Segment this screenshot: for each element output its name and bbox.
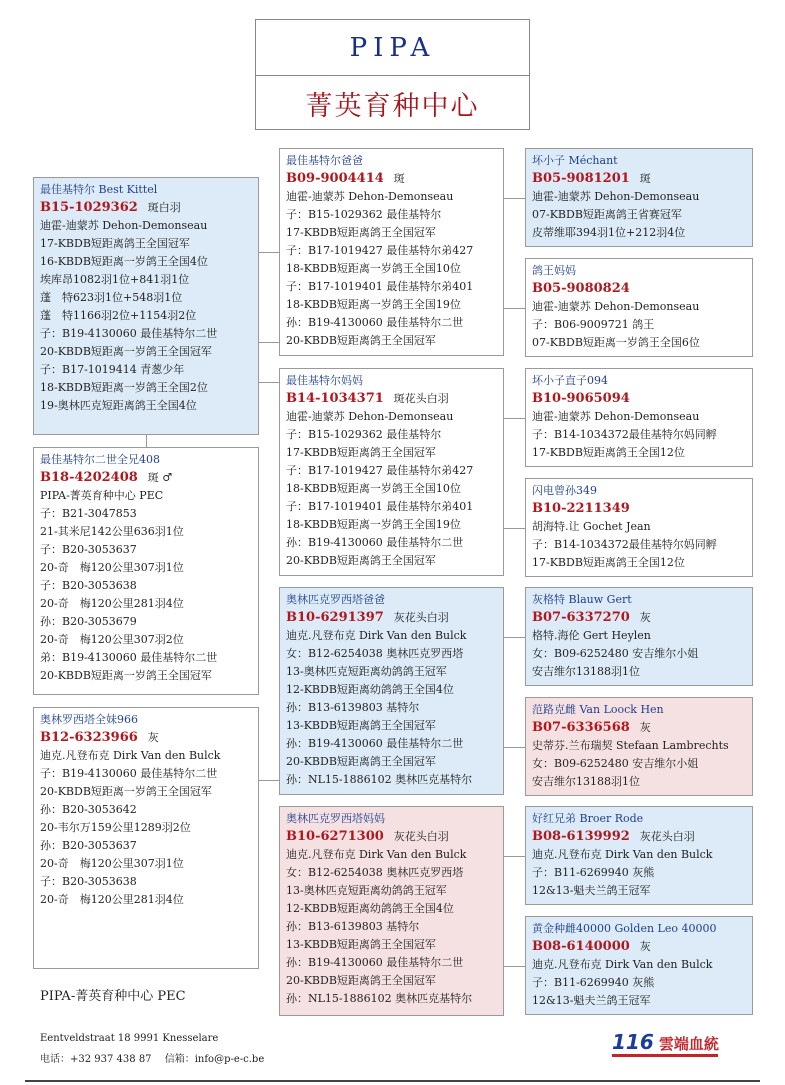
connector-line: [504, 637, 525, 638]
ring-row: [286, 170, 497, 188]
info-line: 13-奥林匹克短距离幼鸽鸽王冠军: [286, 884, 447, 897]
ring-row: [286, 828, 497, 846]
info-line: 弟：B19-4130060 最佳基特尔二世: [40, 651, 218, 664]
pedigree-box-sister-sire: [279, 587, 504, 795]
pigeon-name: 好红兄弟 Broer Rode: [532, 812, 644, 825]
ring-row: [532, 828, 746, 846]
ring-number: B09-9004414: [286, 171, 384, 186]
info-line: 20-KBDB短距离鸽王全国冠军: [286, 554, 436, 567]
title-block: [255, 19, 530, 130]
info-line: 13-KBDB短距离鸽王全国冠军: [286, 719, 436, 732]
info-line: 迪霍-迪蒙苏 Dehon-Demonseau: [532, 410, 700, 423]
connector-line: [504, 856, 525, 857]
info-line: 20-韦尔万159公里1289羽2位: [40, 821, 191, 834]
ring-row: [532, 500, 746, 518]
brand-logo: [612, 1030, 722, 1060]
pigeon-name: 黄金种雌40000 Golden Leo 40000: [532, 922, 717, 935]
info-line: 17-KBDB短距离鸽王全国12位: [532, 556, 685, 569]
ring-row: [532, 280, 746, 298]
title-chinese: 菁英育种中心: [305, 91, 480, 122]
info-line: 安吉维尔13188羽1位: [532, 665, 640, 678]
ring-number: B10-9065094: [532, 391, 630, 406]
info-line: 迪克.凡登布克 Dirk Van den Bulck: [286, 848, 467, 861]
info-line: 子：B20-3053638: [40, 875, 137, 888]
logo-text: 雲端血統: [658, 1035, 719, 1053]
pedigree-box-granddam-3: [525, 697, 753, 796]
pedigree-box-subject: [33, 177, 259, 435]
pedigree-box-granddam-1: [525, 258, 753, 357]
pedigree-box-sibling-brother: [33, 447, 259, 695]
connector-line: [504, 308, 525, 309]
info-line: 子：B19-4130060 最佳基特尔二世: [40, 767, 218, 780]
pigeon-name: 最佳基特尔二世全兄408: [40, 453, 160, 466]
info-line: 12-KBDB短距离幼鸽鸽王全国4位: [286, 902, 454, 915]
info-line: 20-KBDB短距离一岁鸽王全国冠军: [40, 345, 212, 358]
info-line: 20-KBDB短距离鸽王全国冠军: [286, 334, 436, 347]
info-line: 子：B20-3053638: [40, 579, 137, 592]
info-line: 子：B17-1019401 最佳基特尔弟401: [286, 500, 474, 513]
info-line: 子：B17-1019401 最佳基特尔弟401: [286, 280, 474, 293]
info-line: 格特.海伦 Gert Heylen: [532, 629, 651, 642]
info-line: 皮蒂维耶394羽1位+212羽4位: [532, 226, 686, 239]
info-line: 孙：NL15-1886102 奥林匹克基特尔: [286, 773, 473, 786]
ring-row: [532, 938, 746, 956]
color-label: 灰: [639, 940, 651, 953]
info-line: 18-KBDB短距离一岁鸽王全国19位: [286, 518, 461, 531]
connector-line: [504, 418, 525, 419]
info-line: 子：B06-9009721 鸽王: [532, 318, 655, 331]
footer-breeder-name: PIPA-菁英育种中心 PEC: [40, 989, 186, 1004]
info-line: 19-奥林匹克短距离鸽王全国4位: [40, 399, 197, 412]
info-line: 子：B20-3053637: [40, 543, 137, 556]
info-line: 子：B11-6269940 灰熊: [532, 976, 655, 989]
pedigree-box-sister-dam: [279, 806, 504, 1016]
bottom-divider: [25, 1080, 760, 1082]
ring-number: B10-6271300: [286, 829, 384, 844]
info-line: 20-KBDB短距离一岁鸽王全国冠军: [40, 669, 212, 682]
connector-line: [259, 780, 279, 781]
info-line: 史蒂芬.兰布瑞契 Stefaan Lambrechts: [532, 739, 729, 752]
info-line: 07-KBDB短距离一岁鸽王全国6位: [532, 336, 700, 349]
info-line: 18-KBDB短距离一岁鸽王全国19位: [286, 298, 461, 311]
ring-number: B12-6323966: [40, 730, 138, 745]
color-label: 斑: [639, 172, 651, 185]
color-label: 灰: [639, 611, 651, 624]
info-line: 20-奇 梅120公里307羽1位: [40, 561, 184, 574]
info-line: 子：B17-1019427 最佳基特尔弟427: [286, 244, 474, 257]
pedigree-box-grandsire-2: [525, 368, 753, 467]
info-line: 18-KBDB短距离一岁鸽王全国10位: [286, 482, 461, 495]
title-english: PIPA: [256, 20, 529, 76]
pigeon-name: 奥林匹克罗西塔妈妈: [286, 812, 385, 825]
color-label: 斑白羽: [147, 201, 181, 214]
ring-number: B08-6140000: [532, 939, 630, 954]
logo-number: 116: [612, 1030, 654, 1054]
info-line: 17-KBDB短距离鸽王全国冠军: [286, 446, 436, 459]
ring-number: B15-1029362: [40, 200, 138, 215]
info-line: 子：B15-1029362 最佳基特尔: [286, 208, 442, 221]
info-line: 胡海特.让 Gochet Jean: [532, 520, 651, 533]
ring-row: [286, 609, 497, 627]
info-line: 孙：B20-3053637: [40, 839, 137, 852]
pigeon-name: 最佳基特尔爸爸: [286, 154, 363, 167]
ring-number: B10-2211349: [532, 501, 630, 516]
pedigree-box-sibling-sister: [33, 707, 259, 969]
pigeon-name: 灰格特 Blauw Gert: [532, 593, 632, 606]
info-line: 迪克.凡登布克 Dirk Van den Bulck: [286, 629, 467, 642]
info-line: PIPA-菁英育种中心 PEC: [40, 489, 164, 502]
connector-line: [259, 382, 279, 383]
ring-row: [286, 390, 497, 408]
info-line: 迪克.凡登布克 Dirk Van den Bulck: [40, 749, 221, 762]
color-label: 灰花头白羽: [393, 611, 449, 624]
info-line: 16-KBDB短距离一岁鸽王全国4位: [40, 255, 208, 268]
ring-row: [40, 469, 252, 487]
color-label: 斑: [393, 172, 405, 185]
ring-row: [40, 729, 252, 747]
info-line: 子：B11-6269940 灰熊: [532, 866, 655, 879]
info-line: 蓬 特623羽1位+548羽1位: [40, 291, 183, 304]
pedigree-box-grandsire-1: [525, 148, 753, 247]
connector-line: [146, 435, 147, 447]
connector-line: [504, 966, 525, 967]
info-line: 子：B14-1034372最佳基特尔妈同孵: [532, 538, 717, 551]
info-line: 迪霍-迪蒙苏 Dehon-Demonseau: [286, 190, 454, 203]
pedigree-box-grandsire-3: [525, 587, 753, 686]
info-line: 子：B21-3047853: [40, 507, 137, 520]
info-line: 17-KBDB短距离鸽王全国冠军: [286, 226, 436, 239]
ring-number: B07-6337270: [532, 610, 630, 625]
pedigree-box-grandsire-4: [525, 806, 753, 905]
info-line: 子：B14-1034372最佳基特尔妈同孵: [532, 428, 717, 441]
logo-underline: [612, 1054, 718, 1057]
pigeon-name: 闪电曾孙349: [532, 484, 597, 497]
pedigree-box-dam: [279, 368, 504, 576]
info-line: 子：B17-1019414 青葱少年: [40, 363, 185, 376]
info-line: 20-KBDB短距离一岁鸽王全国冠军: [40, 785, 212, 798]
info-line: 子：B17-1019427 最佳基特尔弟427: [286, 464, 474, 477]
info-line: 孙：B20-3053679: [40, 615, 137, 628]
color-label: 斑花头白羽: [393, 392, 449, 405]
info-line: 20-奇 梅120公里281羽4位: [40, 893, 184, 906]
info-line: 安吉维尔13188羽1位: [532, 775, 640, 788]
connector-line: [259, 342, 279, 343]
ring-number: B05-9080824: [532, 281, 630, 296]
footer-contact: 电话：+32 937 438 87 信箱：info@p-e-c.be: [40, 1054, 265, 1065]
info-line: 21-其米尼142公里636羽1位: [40, 525, 184, 538]
pigeon-name: 范路克雌 Van Loock Hen: [532, 703, 664, 716]
info-line: 孙：B20-3053642: [40, 803, 137, 816]
ring-number: B08-6139992: [532, 829, 630, 844]
ring-number: B07-6336568: [532, 720, 630, 735]
info-line: 12-KBDB短距离幼鸽鸽王全国4位: [286, 683, 454, 696]
connector-line: [504, 747, 525, 748]
info-line: 07-KBDB短距离鸽王省赛冠军: [532, 208, 682, 221]
info-line: 孙：B19-4130060 最佳基特尔二世: [286, 737, 464, 750]
ring-row: [532, 390, 746, 408]
info-line: 女：B12-6254038 奥林匹克罗西塔: [286, 647, 464, 660]
info-line: 孙：B13-6139803 基特尔: [286, 701, 420, 714]
info-line: 迪霍-迪蒙苏 Dehon-Demonseau: [40, 219, 208, 232]
info-line: 17-KBDB短距离鸽王全国12位: [532, 446, 685, 459]
pigeon-name: 坏小子直子094: [532, 374, 608, 387]
info-line: 女：B09-6252480 安吉维尔小姐: [532, 647, 699, 660]
info-line: 20-KBDB短距离鸽王全国冠军: [286, 755, 436, 768]
pigeon-name: 最佳基特尔妈妈: [286, 374, 363, 387]
info-line: 孙：NL15-1886102 奥林匹克基特尔: [286, 992, 473, 1005]
info-line: 埃库昂1082羽1位+841羽1位: [40, 273, 190, 286]
color-label: 斑 ♂: [147, 471, 173, 484]
info-line: 子：B19-4130060 最佳基特尔二世: [40, 327, 218, 340]
info-line: 迪霍-迪蒙苏 Dehon-Demonseau: [532, 190, 700, 203]
info-line: 20-奇 梅120公里307羽2位: [40, 633, 184, 646]
info-line: 12&13-魁夫兰鸽王冠军: [532, 994, 651, 1007]
pedigree-box-granddam-4: [525, 916, 753, 1015]
ring-number: B18-4202408: [40, 470, 138, 485]
color-label: 灰: [147, 731, 159, 744]
color-label: 灰: [639, 721, 651, 734]
info-line: 孙：B19-4130060 最佳基特尔二世: [286, 956, 464, 969]
info-line: 迪霍-迪蒙苏 Dehon-Demonseau: [532, 300, 700, 313]
info-line: 女：B12-6254038 奥林匹克罗西塔: [286, 866, 464, 879]
ring-row: [532, 719, 746, 737]
info-line: 20-奇 梅120公里281羽4位: [40, 597, 184, 610]
info-line: 孙：B19-4130060 最佳基特尔二世: [286, 536, 464, 549]
ring-number: B10-6291397: [286, 610, 384, 625]
info-line: 20-奇 梅120公里307羽1位: [40, 857, 184, 870]
info-line: 蓬 特1166羽2位+1154羽2位: [40, 309, 197, 322]
connector-line: [504, 528, 525, 529]
ring-number: B05-9081201: [532, 171, 630, 186]
info-line: 迪霍-迪蒙苏 Dehon-Demonseau: [286, 410, 454, 423]
pigeon-name: 鸽王妈妈: [532, 264, 576, 277]
ring-number: B14-1034371: [286, 391, 384, 406]
info-line: 12&13-魁夫兰鸽王冠军: [532, 884, 651, 897]
info-line: 13-KBDB短距离鸽王全国冠军: [286, 938, 436, 951]
ring-row: [532, 609, 746, 627]
footer-address: Eentveldstraat 18 9991 Knesselare: [40, 1033, 219, 1044]
info-line: 20-KBDB短距离鸽王全国冠军: [286, 974, 436, 987]
pigeon-name: 坏小子 Méchant: [532, 154, 618, 167]
info-line: 孙：B19-4130060 最佳基特尔二世: [286, 316, 464, 329]
ring-row: [532, 170, 746, 188]
info-line: 迪克.凡登布克 Dirk Van den Bulck: [532, 848, 713, 861]
info-line: 17-KBDB短距离鸽王全国冠军: [40, 237, 190, 250]
pigeon-name: 奥林罗西塔全妹966: [40, 713, 138, 726]
info-line: 迪克.凡登布克 Dirk Van den Bulck: [532, 958, 713, 971]
info-line: 18-KBDB短距离一岁鸽王全国2位: [40, 381, 208, 394]
connector-line: [504, 198, 525, 199]
ring-row: [40, 199, 252, 217]
color-label: 灰花头白羽: [639, 830, 695, 843]
pedigree-box-granddam-2: [525, 478, 753, 577]
info-line: 18-KBDB短距离一岁鸽王全国10位: [286, 262, 461, 275]
pedigree-box-sire: [279, 148, 504, 356]
info-line: 13-奥林匹克短距离幼鸽鸽王冠军: [286, 665, 447, 678]
pigeon-name: 奥林匹克罗西塔爸爸: [286, 593, 385, 606]
connector-line: [259, 252, 279, 253]
info-line: 女：B09-6252480 安吉维尔小姐: [532, 757, 699, 770]
info-line: 子：B15-1029362 最佳基特尔: [286, 428, 442, 441]
info-line: 孙：B13-6139803 基特尔: [286, 920, 420, 933]
pigeon-name: 最佳基特尔 Best Kittel: [40, 183, 158, 196]
color-label: 灰花头白羽: [393, 830, 449, 843]
